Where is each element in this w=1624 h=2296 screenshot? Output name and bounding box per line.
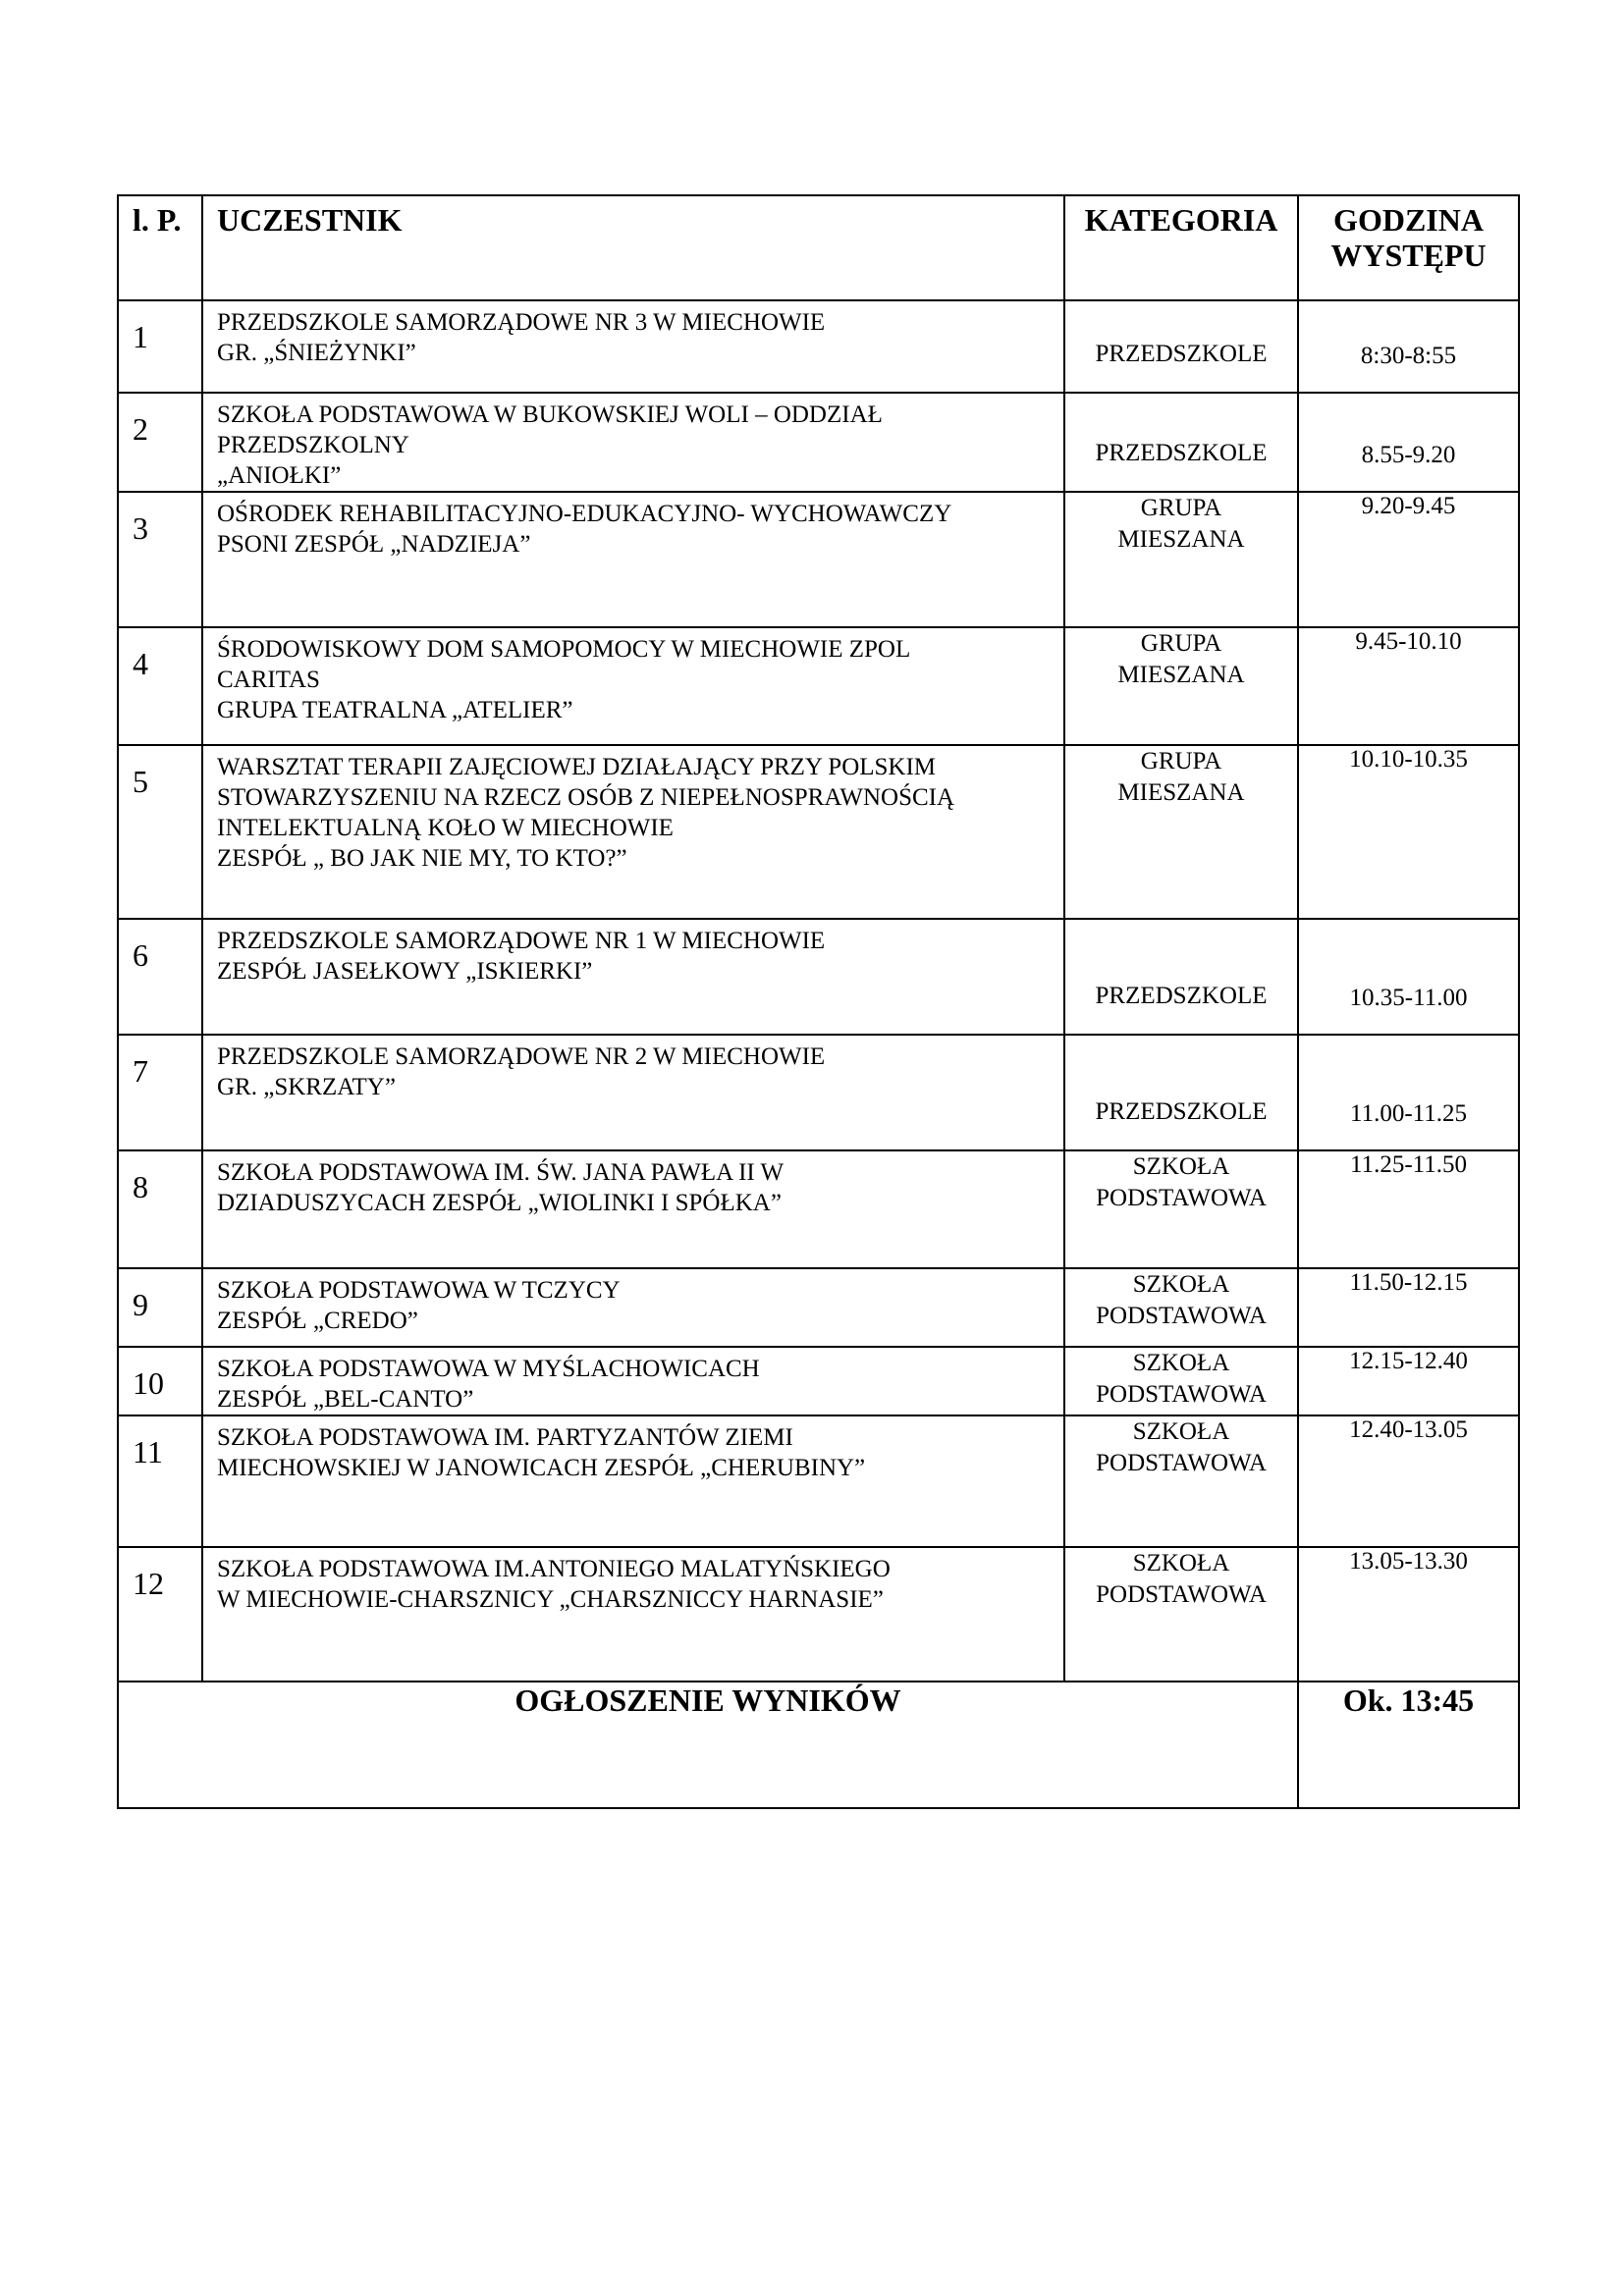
category-line: PODSTAWOWA <box>1096 1381 1267 1408</box>
participant-line: ZESPÓŁ „CREDO” <box>217 1308 418 1334</box>
participant-cell <box>202 919 1064 1035</box>
results-time: Ok. 13:45 <box>1298 1682 1519 1808</box>
category-line: SZKOŁA <box>1132 1418 1230 1445</box>
participant-line: W MIECHOWIE-CHARSZNICY „CHARSZNICCY HARNASIE” <box>217 1586 884 1613</box>
category-cell <box>1064 300 1298 393</box>
schedule-rows <box>118 300 1519 1682</box>
header-kategoria: KATEGORIA <box>1064 195 1298 300</box>
participant-line: „ANIOŁKI” <box>217 462 342 489</box>
participant-cell <box>202 300 1064 393</box>
category-line: SZKOŁA <box>1132 1271 1230 1298</box>
category-line: MIESZANA <box>1117 662 1245 688</box>
row-number: 1 <box>118 300 202 393</box>
category-line: PODSTAWOWA <box>1096 1581 1267 1608</box>
row-number: 4 <box>118 627 202 745</box>
time-cell: 12.40-13.05 <box>1298 1415 1519 1547</box>
category-cell <box>1064 393 1298 492</box>
participant-cell <box>202 1035 1064 1150</box>
participant-cell <box>202 1150 1064 1268</box>
time-cell: 9.45-10.10 <box>1298 627 1519 745</box>
participant-line: ŚRODOWISKOWY DOM SAMOPOMOCY W MIECHOWIE ZPOL <box>217 636 911 663</box>
row-number: 8 <box>118 1150 202 1268</box>
header-godzina-line2: WYSTĘPU <box>1330 238 1487 273</box>
category-cell <box>1064 1268 1298 1347</box>
participant-line: INTELEKTUALNĄ KOŁO W MIECHOWIE <box>217 815 674 841</box>
participant-cell <box>202 627 1064 745</box>
results-row <box>118 1682 1519 1808</box>
category-line: PRZEDSZKOLE <box>1095 440 1268 466</box>
category-line: MIESZANA <box>1117 779 1245 806</box>
category-cell <box>1064 1150 1298 1268</box>
participant-line: SZKOŁA PODSTAWOWA W TCZYCY <box>217 1277 621 1304</box>
participant-line: SZKOŁA PODSTAWOWA IM.ANTONIEGO MALATYŃSKIEGO <box>217 1556 891 1582</box>
time-cell: 11.00-11.25 <box>1298 1035 1519 1150</box>
time-cell: 10.10-10.35 <box>1298 745 1519 919</box>
participant-cell <box>202 1415 1064 1547</box>
participant-line: MIECHOWSKIEJ W JANOWICACH ZESPÓŁ „CHERUBINY” <box>217 1455 866 1481</box>
row-number: 6 <box>118 919 202 1035</box>
row-number: 12 <box>118 1547 202 1682</box>
category-line: PRZEDSZKOLE <box>1095 341 1268 367</box>
table-row <box>118 1035 1519 1150</box>
category-line: GRUPA <box>1140 630 1222 657</box>
row-number: 7 <box>118 1035 202 1150</box>
participant-line: ZESPÓŁ JASEŁKOWY „ISKIERKI” <box>217 958 593 985</box>
participant-line: SZKOŁA PODSTAWOWA W MYŚLACHOWICACH <box>217 1356 760 1382</box>
participant-line: ZESPÓŁ „BEL-CANTO” <box>217 1386 474 1413</box>
participant-cell <box>202 1268 1064 1347</box>
participant-cell <box>202 492 1064 627</box>
participant-cell <box>202 745 1064 919</box>
row-number: 2 <box>118 393 202 492</box>
time-cell: 12.15-12.40 <box>1298 1347 1519 1415</box>
table-row <box>118 745 1519 919</box>
category-cell <box>1064 1415 1298 1547</box>
participant-line: GR. „SKRZATY” <box>217 1074 396 1100</box>
table-row <box>118 627 1519 745</box>
header-lp: l. P. <box>118 195 202 300</box>
time-cell: 9.20-9.45 <box>1298 492 1519 627</box>
category-cell <box>1064 627 1298 745</box>
category-line: SZKOŁA <box>1132 1153 1230 1180</box>
participant-line: GR. „ŚNIEŻYNKI” <box>217 340 416 366</box>
table-row <box>118 492 1519 627</box>
header-godzina-line1: GODZINA <box>1333 202 1484 238</box>
row-number: 11 <box>118 1415 202 1547</box>
table-row <box>118 1347 1519 1415</box>
time-cell: 8.55-9.20 <box>1298 393 1519 492</box>
time-cell: 10.35-11.00 <box>1298 919 1519 1035</box>
table-row <box>118 300 1519 393</box>
participant-line: PRZEDSZKOLNY <box>217 432 409 458</box>
table-row <box>118 919 1519 1035</box>
results-label: OGŁOSZENIE WYNIKÓW <box>118 1682 1298 1808</box>
table-row <box>118 1268 1519 1347</box>
participant-line: OŚRODEK REHABILITACYJNO-EDUKACYJNO- WYCHOWAWCZY <box>217 501 952 527</box>
category-cell <box>1064 1547 1298 1682</box>
participant-cell <box>202 393 1064 492</box>
schedule-table <box>117 194 1520 1809</box>
time-cell: 13.05-13.30 <box>1298 1547 1519 1682</box>
participant-line: WARSZTAT TERAPII ZAJĘCIOWEJ DZIAŁAJĄCY PRZY POLSKIM <box>217 754 937 780</box>
category-line: PRZEDSZKOLE <box>1095 983 1268 1009</box>
participant-line: CARITAS <box>217 667 320 693</box>
header-uczestnik: UCZESTNIK <box>202 195 1064 300</box>
table-row <box>118 393 1519 492</box>
category-cell <box>1064 1035 1298 1150</box>
category-line: PRZEDSZKOLE <box>1095 1098 1268 1125</box>
table-row <box>118 1415 1519 1547</box>
participant-cell <box>202 1347 1064 1415</box>
category-cell <box>1064 919 1298 1035</box>
participant-line: SZKOŁA PODSTAWOWA W BUKOWSKIEJ WOLI – ODDZIAŁ <box>217 401 883 428</box>
time-cell: 11.25-11.50 <box>1298 1150 1519 1268</box>
category-cell <box>1064 492 1298 627</box>
category-line: GRUPA <box>1140 748 1222 774</box>
participant-cell <box>202 1547 1064 1682</box>
category-line: SZKOŁA <box>1132 1550 1230 1576</box>
table-row <box>118 1547 1519 1682</box>
category-cell <box>1064 745 1298 919</box>
time-cell: 11.50-12.15 <box>1298 1268 1519 1347</box>
table-row <box>118 1150 1519 1268</box>
participant-line: STOWARZYSZENIU NA RZECZ OSÓB Z NIEPEŁNOSPRAWNOŚCIĄ <box>217 784 955 811</box>
row-number: 9 <box>118 1268 202 1347</box>
category-line: SZKOŁA <box>1132 1350 1230 1376</box>
row-number: 3 <box>118 492 202 627</box>
participant-line: GRUPA TEATRALNA „ATELIER” <box>217 697 573 723</box>
category-line: PODSTAWOWA <box>1096 1185 1267 1211</box>
participant-line: PSONI ZESPÓŁ „NADZIEJA” <box>217 531 531 558</box>
category-line: GRUPA <box>1140 495 1222 521</box>
participant-line: SZKOŁA PODSTAWOWA IM. PARTYZANTÓW ZIEMI <box>217 1424 793 1451</box>
category-line: PODSTAWOWA <box>1096 1450 1267 1476</box>
row-number: 10 <box>118 1347 202 1415</box>
participant-line: ZESPÓŁ „ BO JAK NIE MY, TO KTO?” <box>217 845 627 872</box>
participant-line: SZKOŁA PODSTAWOWA IM. ŚW. JANA PAWŁA II W <box>217 1159 785 1186</box>
header-row <box>118 195 1519 300</box>
category-cell <box>1064 1347 1298 1415</box>
row-number: 5 <box>118 745 202 919</box>
participant-line: PRZEDSZKOLE SAMORZĄDOWE NR 2 W MIECHOWIE <box>217 1043 826 1070</box>
participant-line: PRZEDSZKOLE SAMORZĄDOWE NR 1 W MIECHOWIE <box>217 928 826 954</box>
category-line: PODSTAWOWA <box>1096 1303 1267 1329</box>
category-line: MIESZANA <box>1117 526 1245 553</box>
participant-line: PRZEDSZKOLE SAMORZĄDOWE NR 3 W MIECHOWIE <box>217 309 826 336</box>
time-cell: 8:30-8:55 <box>1298 300 1519 393</box>
header-godzina <box>1298 195 1519 300</box>
participant-line: DZIADUSZYCACH ZESPÓŁ „WIOLINKI I SPÓŁKA” <box>217 1190 782 1216</box>
